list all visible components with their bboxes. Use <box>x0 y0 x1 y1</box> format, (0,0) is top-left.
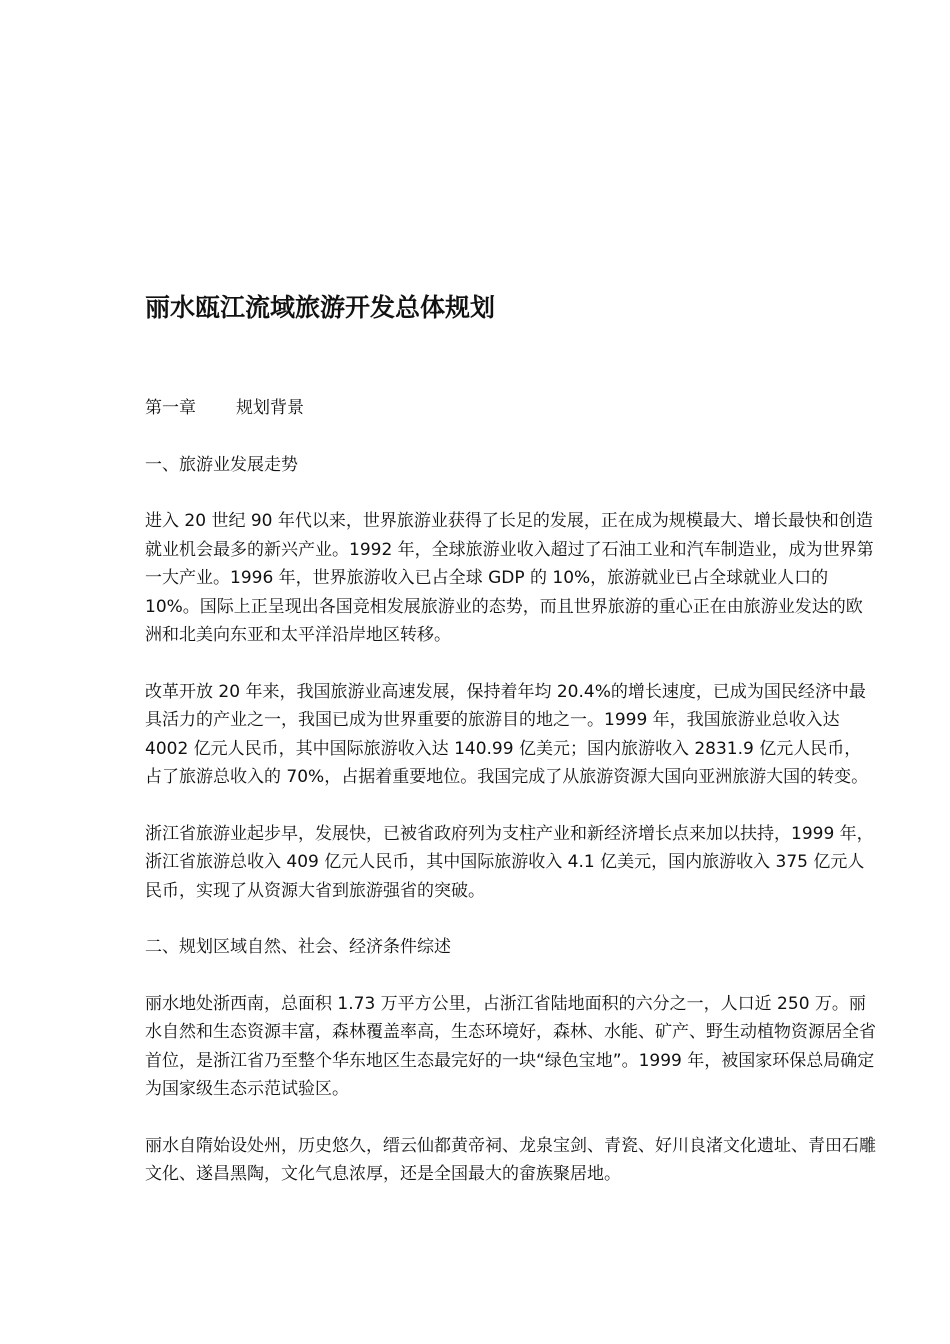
section-heading: 一、旅游业发展走势 <box>145 454 298 475</box>
paragraph: 进入 20 世纪 90 年代以来，世界旅游业获得了长足的发展，正在成为规模最大、增长最快和创造就业机会最多的新兴产业。1992 年，全球旅游业收入超过了石油工业和汽车制造业，成为世界第一大产业。1996 年，世界旅游收入已占全球 GDP 的 10%，旅游就业已占全球就业人口的 10%。国际上正呈现出各国竞相发展旅游业的态势，而且世界旅游的重心正在由旅游业发达的欧洲和北美向东亚和太平洋沿岸地区转移。 <box>145 511 874 645</box>
chapter-name: 规划背景 <box>236 398 304 418</box>
paragraph: 浙江省旅游业起步早，发展快，已被省政府列为支柱产业和新经济增长点来加以扶持，1999 年，浙江省旅游总收入 409 亿元人民币，其中国际旅游收入 4.1 亿美元，国内旅游收入 375 亿元人民币，实现了从资源大省到旅游强省的突破。 <box>145 823 874 901</box>
chapter-heading <box>145 394 890 423</box>
document-body <box>145 394 890 1217</box>
paragraph: 改革开放 20 年来，我国旅游业高速发展，保持着年均 20.4%的增长速度，已成为国民经济中最具活力的产业之一，我国已成为世界重要的旅游目的地之一。1999 年，我国旅游业总收入达 4002 亿元人民币，其中国际旅游收入达 140.99 亿美元；国内旅游收入 2831.9 亿元人民币，占了旅游总收入的 70%，占据着重要地位。我国完成了从旅游资源大国向亚洲旅游大国的转变。 <box>145 681 869 787</box>
paragraph: 丽水自隋始设处州，历史悠久，缙云仙都黄帝祠、龙泉宝剑、青瓷、好川良渚文化遗址、青田石雕文化、遂昌黑陶，文化气息浓厚，还是全国最大的畲族聚居地。 <box>145 1135 876 1184</box>
section-heading: 二、规划区域自然、社会、经济条件综述 <box>145 937 451 957</box>
paragraph: 丽水地处浙西南，总面积 1.73 万平方公里，占浙江省陆地面积的六分之一，人口近 250 万。丽水自然和生态资源丰富，森林覆盖率高，生态环境好，森林、水能、矿产、野生动植物资源居全省首位，是浙江省乃至整个华东地区生态最完好的一块“绿色宝地”。1999 年，被国家环保总局确定为国家级生态示范试验区。 <box>145 993 876 1099</box>
chapter-number: 第一章 <box>145 398 196 418</box>
document-title: 丽水瓯江流域旅游开发总体规划 <box>145 293 496 322</box>
